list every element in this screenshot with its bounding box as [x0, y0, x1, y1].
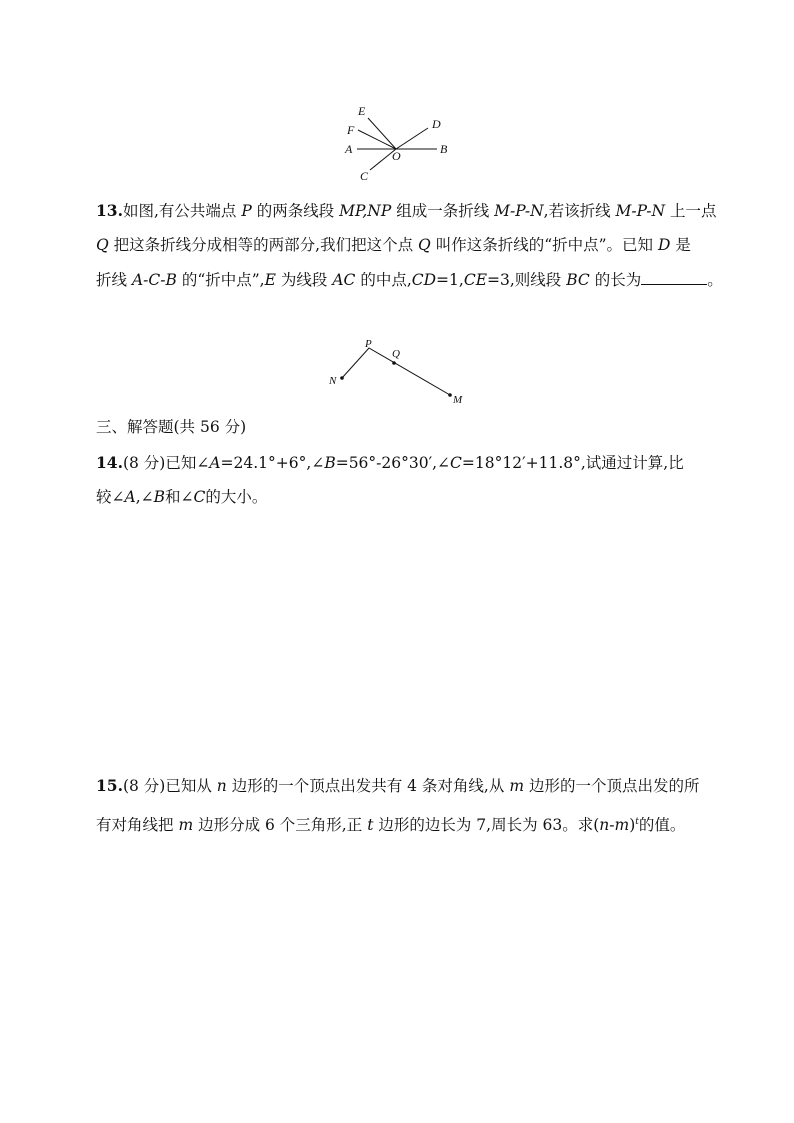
- q14-line-1: [96, 453, 706, 473]
- q13-text: 的两条线段: [256, 202, 335, 220]
- point-N: [340, 376, 344, 380]
- q13-text: 的“折中点”,: [181, 271, 265, 289]
- q14-text: =24.1°+6°,∠: [220, 454, 325, 472]
- q13-text: 组成一条折线: [396, 202, 490, 220]
- q15-text: 边形的一个顶点出发共有 4 条对角线,从: [231, 777, 505, 795]
- label-Q: Q: [392, 348, 400, 360]
- label-D: D: [432, 117, 441, 131]
- label-P: P: [365, 338, 372, 350]
- q13-text: 的长为: [594, 271, 642, 289]
- ray-OF: [358, 130, 396, 149]
- q14-text: (8 分)已知∠: [122, 454, 210, 472]
- label-C: C: [360, 169, 369, 183]
- q13-text: 是: [675, 236, 691, 254]
- q15-text: 的值。: [638, 816, 686, 835]
- var: M-P-N: [494, 202, 544, 220]
- q13-text: 的中点,: [360, 271, 412, 289]
- section-title: 三、解答题(共 56 分): [96, 418, 247, 436]
- q14-text: =56°-26°30′,∠: [335, 454, 451, 472]
- answer-blank[interactable]: [641, 270, 707, 285]
- var: CD: [411, 271, 437, 289]
- var: m: [178, 816, 194, 835]
- q15-line-2: [96, 812, 706, 835]
- q14-text: 较∠: [96, 488, 125, 506]
- var: P: [241, 202, 252, 220]
- var: B: [153, 488, 166, 506]
- q14-line-2: [96, 487, 706, 507]
- ray-OD: [396, 128, 428, 149]
- q15-text: 有对角线把: [96, 816, 174, 835]
- q13-text: 折线: [96, 271, 128, 289]
- q14-text: 的大小。: [205, 488, 268, 506]
- var: C: [193, 488, 206, 506]
- polyline-figure: [320, 335, 470, 410]
- var: C: [450, 454, 462, 472]
- var: M-P-N: [615, 202, 666, 220]
- q13-text: 把这条折线分成相等的两部分,我们把这个点: [113, 236, 414, 254]
- label-N: N: [329, 375, 337, 387]
- var: m: [509, 777, 525, 795]
- var: AC: [332, 271, 356, 289]
- angle-figure: [330, 98, 470, 186]
- q14-text: =18°12′+11.8°,试通过计算,比: [461, 454, 684, 472]
- var: A-C-B: [131, 271, 177, 289]
- q14-number: 14.: [96, 453, 123, 472]
- q13-text: ,若该折线: [543, 202, 611, 220]
- q15-text: 边形的一个顶点出发的所: [528, 777, 700, 795]
- var: E: [264, 271, 276, 289]
- q13-line-1: [96, 201, 717, 221]
- q13-text: 如图,有公共端点: [122, 202, 237, 220]
- var: A: [209, 454, 221, 472]
- label-A: A: [345, 142, 353, 156]
- label-B: B: [440, 142, 448, 156]
- exponent: t: [635, 817, 639, 827]
- point-Q: [392, 361, 396, 365]
- var: MP,NP: [339, 202, 392, 220]
- q13-text: 为线段: [280, 271, 328, 289]
- var: B: [324, 454, 336, 472]
- var: n-m: [599, 816, 630, 835]
- q13-text: 。: [707, 271, 723, 289]
- point-M: [448, 393, 452, 397]
- var: Q: [96, 236, 109, 254]
- q13-line-2: [96, 235, 706, 255]
- label-M: M: [453, 394, 463, 406]
- var: n: [216, 777, 227, 795]
- var: BC: [566, 271, 590, 289]
- label-F: F: [347, 123, 355, 137]
- q15-line-1: [96, 776, 706, 796]
- label-O: O: [392, 149, 401, 163]
- q15-text: 边形分成 6 个三角形,正: [198, 816, 363, 835]
- q14-text: 和∠: [165, 488, 194, 506]
- q13-number: 13.: [96, 201, 123, 220]
- var: D: [657, 236, 671, 254]
- q15-text: 边形的边长为 7,周长为 63。求(: [378, 816, 600, 835]
- q13-line-3: [96, 270, 723, 290]
- q15-number: 15.: [96, 776, 123, 795]
- q13-text: =3,则线段: [487, 271, 562, 289]
- q13-text: =1,: [436, 271, 464, 289]
- q14-text: ,∠: [135, 488, 154, 506]
- var: t: [367, 816, 374, 835]
- var: CE: [463, 271, 488, 289]
- var: Q: [418, 236, 431, 254]
- var: A: [124, 488, 136, 506]
- q15-text: (8 分)已知从: [122, 777, 212, 795]
- q15-text: ): [629, 816, 636, 835]
- q13-text: 叫作这条折线的“折中点”。已知: [435, 236, 654, 254]
- q13-text: 上一点: [669, 202, 717, 220]
- label-E: E: [358, 104, 366, 118]
- ray-OE: [368, 118, 396, 149]
